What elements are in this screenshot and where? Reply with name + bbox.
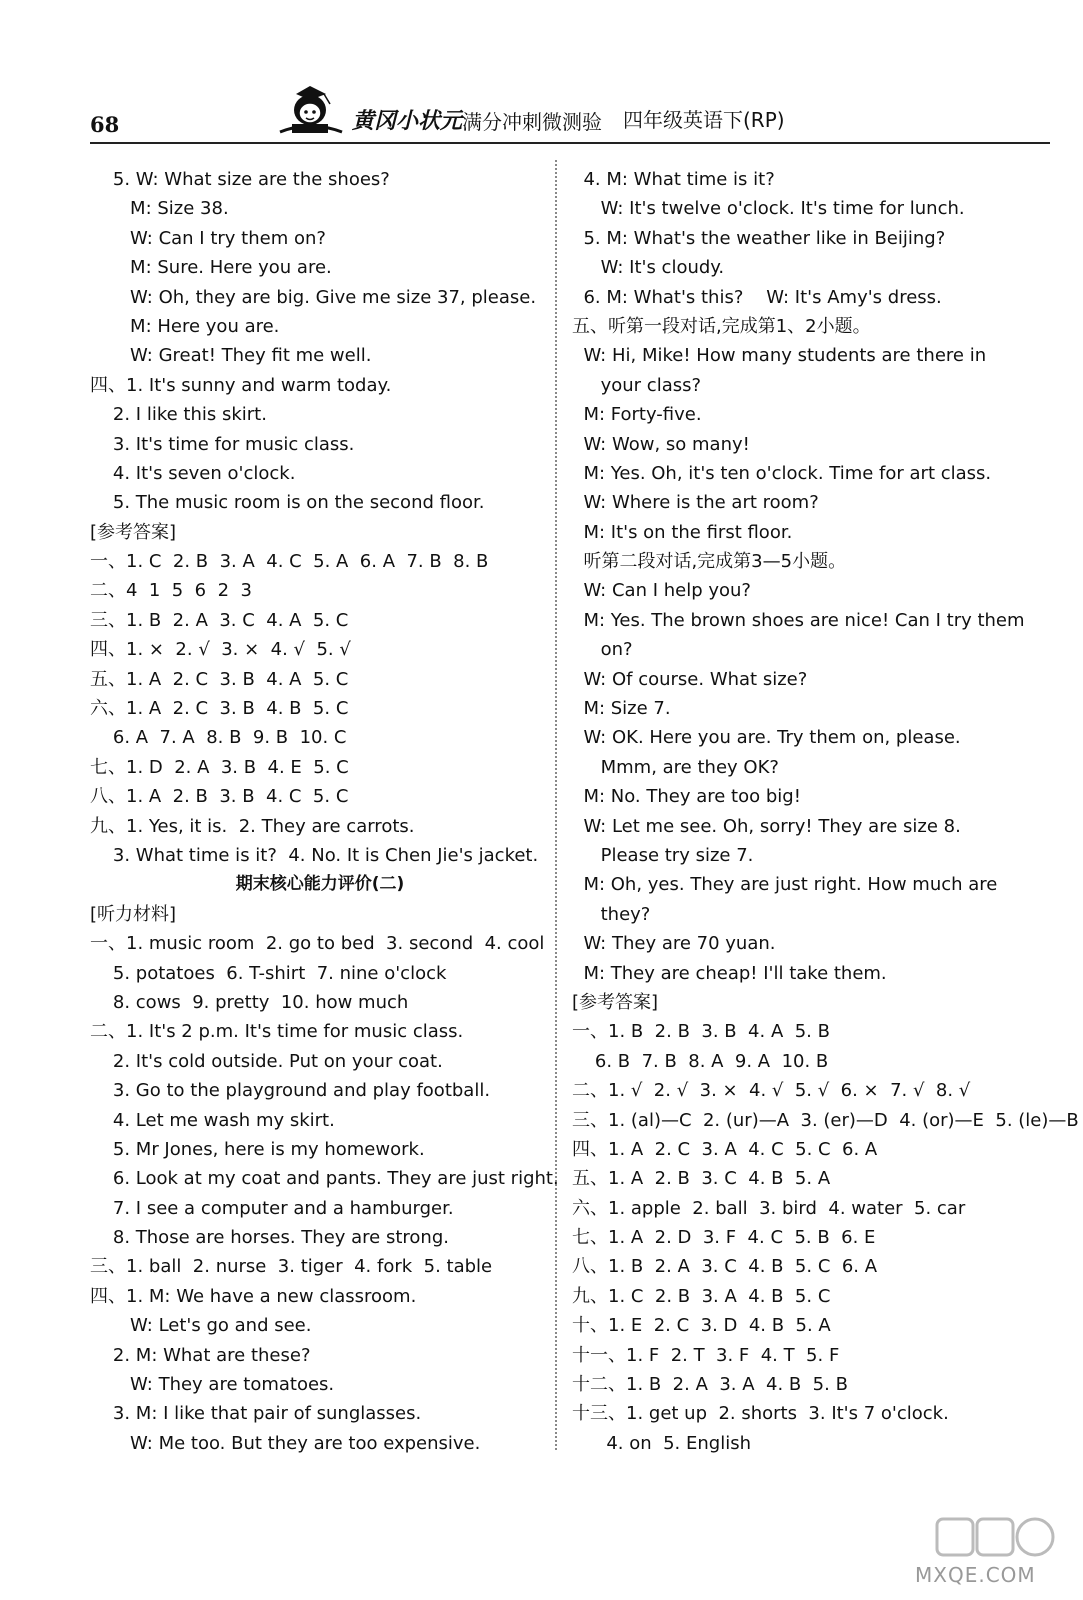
page-header [90, 80, 1050, 140]
left-column-line: 4. Let me wash my skirt. [90, 1109, 335, 1131]
right-column-line: M: Oh, yes. They are just right. How much are [572, 874, 998, 896]
right-column-line: M: No. They are too big! [572, 786, 801, 808]
left-column-line: 8. Those are horses. They are strong. [90, 1227, 449, 1249]
left-column-line: W: Me too. But they are too expensive. [90, 1432, 481, 1454]
mascot-icon [270, 80, 350, 138]
right-column-line: W: Wow, so many! [572, 433, 750, 455]
page-number: 68 [90, 112, 120, 137]
left-column-line: 6. Look at my coat and pants. They are just right. [90, 1168, 559, 1190]
left-column-line: 四、1. M: We have a new classroom. [90, 1285, 417, 1307]
left-column-line: 2. I like this skirt. [90, 404, 267, 426]
left-column-line: W: They are tomatoes. [90, 1374, 335, 1396]
left-column-line: 4. It's seven o'clock. [90, 462, 296, 484]
right-column-line: W: OK. Here you are. Try them on, please. [572, 727, 961, 749]
left-column-line: W: Let's go and see. [90, 1315, 312, 1337]
left-column-line: 二、1. It's 2 p.m. It's time for music class. [90, 1021, 464, 1043]
left-column-line: 5. The music room is on the second floor. [90, 492, 485, 514]
left-column-line: 三、1. B 2. A 3. C 4. A 5. C [90, 609, 349, 631]
right-column-line: 二、1. √ 2. √ 3. × 4. √ 5. √ 6. × 7. √ 8. √ [572, 1080, 971, 1102]
left-column-line: W: Great! They fit me well. [90, 345, 372, 367]
right-column-line: Please try size 7. [572, 844, 754, 866]
right-column-line: on? [572, 639, 633, 661]
right-column-line: 四、1. A 2. C 3. A 4. C 5. C 6. A [572, 1138, 878, 1160]
left-column-line: 5. Mr Jones, here is my homework. [90, 1138, 425, 1160]
right-column-line: 十二、1. B 2. A 3. A 4. B 5. B [572, 1374, 848, 1396]
left-column-line: 四、1. × 2. √ 3. × 4. √ 5. √ [90, 639, 351, 661]
brand-logo: 黄冈小状元 [352, 108, 463, 134]
left-column-line: 2. It's cold outside. Put on your coat. [90, 1050, 443, 1072]
right-column-line: 听第二段对话,完成第3—5小题。 [572, 551, 847, 573]
right-column-line: 十、1. E 2. C 3. D 4. B 5. A [572, 1315, 831, 1337]
right-column-line: 九、1. C 2. B 3. A 4. B 5. C [572, 1285, 831, 1307]
left-column-line: 3. It's time for music class. [90, 433, 355, 455]
left-column-line: [参考答案] [90, 521, 177, 543]
left-column-line: 7. I see a computer and a hamburger. [90, 1197, 454, 1219]
right-column-line: 十一、1. F 2. T 3. F 4. T 5. F [572, 1344, 840, 1366]
right-column-line: Mmm, are they OK? [572, 756, 779, 778]
header-divider [90, 142, 1050, 144]
right-column-line: 4. on 5. English [572, 1432, 751, 1454]
right-column-line: W: They are 70 yuan. [572, 933, 776, 955]
right-column-line: your class? [572, 374, 702, 396]
left-column-line: 期末核心能力评价(二) [235, 874, 405, 895]
left-column-line: M: Size 38. [90, 198, 229, 220]
left-column-line: 6. A 7. A 8. B 9. B 10. C [90, 727, 347, 749]
right-column-line: 一、1. B 2. B 3. B 4. A 5. B [572, 1021, 830, 1043]
left-column-line: 3. What time is it? 4. No. It is Chen Jie's jacket. [90, 844, 539, 866]
right-column-line: M: Yes. Oh, it's ten o'clock. Time for art class. [572, 462, 992, 484]
right-column-line: W: Hi, Mike! How many students are there in [572, 345, 987, 367]
right-column-line: 六、1. apple 2. ball 3. bird 4. water 5. car [572, 1197, 966, 1219]
left-column-line: 五、1. A 2. C 3. B 4. A 5. C [90, 668, 349, 690]
left-column-line: 8. cows 9. pretty 10. how much [90, 991, 409, 1013]
right-column-line: 七、1. A 2. D 3. F 4. C 5. B 6. E [572, 1227, 876, 1249]
right-column-line: M: It's on the first floor. [572, 521, 793, 543]
left-column-line: 3. M: I like that pair of sunglasses. [90, 1403, 422, 1425]
left-column-line: 一、1. music room 2. go to bed 3. second 4. cool [90, 933, 545, 955]
left-column [90, 165, 559, 1458]
right-column-line: W: It's twelve o'clock. It's time for lunch. [572, 198, 965, 220]
right-column-line: W: Can I help you? [572, 580, 751, 602]
left-column-line: 一、1. C 2. B 3. A 4. C 5. A 6. A 7. B 8. B [90, 551, 489, 573]
left-column-line: 5. potatoes 6. T-shirt 7. nine o'clock [90, 962, 447, 984]
watermark-site-text: MXQE.COM [915, 1563, 1036, 1587]
right-column-line: 5. M: What's the weather like in Beijing? [572, 227, 946, 249]
right-column-line: 6. M: What's this? W: It's Amy's dress. [572, 286, 942, 308]
left-column-line: 二、4 1 5 6 2 3 [90, 580, 252, 602]
right-column-line: W: Of course. What size? [572, 668, 808, 690]
left-column-line: 八、1. A 2. B 3. B 4. C 5. C [90, 786, 349, 808]
column-divider [555, 160, 557, 1450]
left-column-line: W: Oh, they are big. Give me size 37, please. [90, 286, 537, 308]
left-column-line: 七、1. D 2. A 3. B 4. E 5. C [90, 756, 349, 778]
left-column-line: 九、1. Yes, it is. 2. They are carrots. [90, 815, 415, 837]
right-column-line: 6. B 7. B 8. A 9. A 10. B [572, 1050, 829, 1072]
right-column-line: 五、1. A 2. B 3. C 4. B 5. A [572, 1168, 831, 1190]
right-column-line: M: They are cheap! I'll take them. [572, 962, 887, 984]
right-column-line: W: Where is the art room? [572, 492, 819, 514]
header-subject-title: 四年级英语下(RP) [623, 108, 785, 132]
right-column-line: 八、1. B 2. A 3. C 4. B 5. C 6. A [572, 1256, 878, 1278]
left-column-line: 四、1. It's sunny and warm today. [90, 374, 392, 396]
right-column-line: they? [572, 903, 651, 925]
right-column-line: 4. M: What time is it? [572, 169, 775, 190]
right-column-line: W: It's cloudy. [572, 257, 725, 279]
left-column-line: M: Here you are. [90, 315, 280, 337]
watermark-logo-icon [935, 1515, 1055, 1559]
left-column-line: [听力材料] [90, 903, 177, 925]
right-column-line: M: Forty-five. [572, 404, 702, 426]
right-column-line: 三、1. (al)—C 2. (ur)—A 3. (er)—D 4. (or)—E 5. (le)—B [572, 1109, 1079, 1131]
left-column-line: 六、1. A 2. C 3. B 4. B 5. C [90, 698, 349, 720]
left-column-line: 3. Go to the playground and play football. [90, 1080, 491, 1102]
left-column-line: 5. W: What size are the shoes? [90, 169, 390, 190]
header-series-title: 满分冲刺微测验 [462, 110, 602, 134]
right-column-line: W: Let me see. Oh, sorry! They are size 8. [572, 815, 961, 837]
right-column [572, 165, 1079, 1458]
right-column-line: 十三、1. get up 2. shorts 3. It's 7 o'clock. [572, 1403, 949, 1425]
left-column-line: M: Sure. Here you are. [90, 257, 332, 279]
right-column-line: M: Yes. The brown shoes are nice! Can I try them [572, 609, 1025, 631]
right-column-line: M: Size 7. [572, 698, 671, 720]
left-column-line: W: Can I try them on? [90, 227, 326, 249]
right-column-line: 五、听第一段对话,完成第1、2小题。 [572, 315, 871, 337]
left-column-line: 2. M: What are these? [90, 1344, 311, 1366]
watermark [915, 1515, 1065, 1595]
right-column-line: [参考答案] [572, 991, 659, 1013]
left-column-line: 三、1. ball 2. nurse 3. tiger 4. fork 5. table [90, 1256, 493, 1278]
